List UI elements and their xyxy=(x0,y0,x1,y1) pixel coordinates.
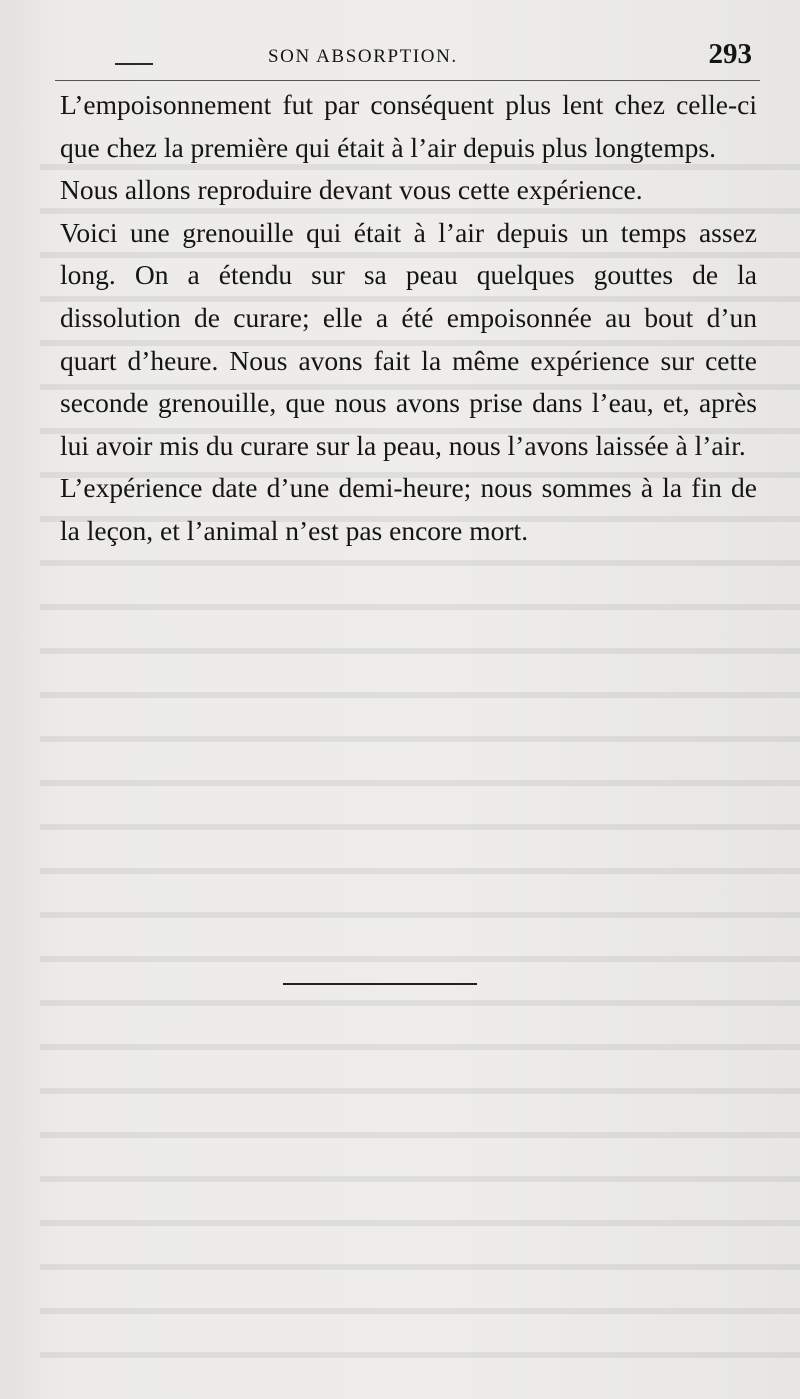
header-rule xyxy=(55,80,760,81)
header-ornament-dash xyxy=(115,63,153,65)
paragraph-2: Nous allons reproduire devant vous cette expérience. xyxy=(60,174,643,206)
paragraph-1: L’empoisonnement fut par conséquent plus lent chez celle-ci que chez la première qui était à l’air depuis plus longtemps. xyxy=(60,89,757,163)
paragraph-3: Voici une grenouille qui était à l’air depuis un temps assez long. On a étendu sur sa peau quelques gouttes de la dissolution de curare; elle a été empoisonnée au bout d’un quart d’heure. Nous avons fait la même expérience sur cette seconde grenouille, que nous avons prise dans l’eau, et, après lui avoir mis du curare sur la peau, nous l’avons laissée à l’air. xyxy=(60,216,757,461)
paragraph-4: L’expérience date d’une demi-heure; nous sommes à la fin de la leçon, et l’animal n’est pas encore mort. xyxy=(60,472,757,546)
running-header xyxy=(0,38,800,78)
body-text xyxy=(60,84,757,553)
page-number: 293 xyxy=(708,38,752,70)
section-end-rule xyxy=(283,983,477,985)
running-title: SON ABSORPTION. xyxy=(268,46,458,67)
